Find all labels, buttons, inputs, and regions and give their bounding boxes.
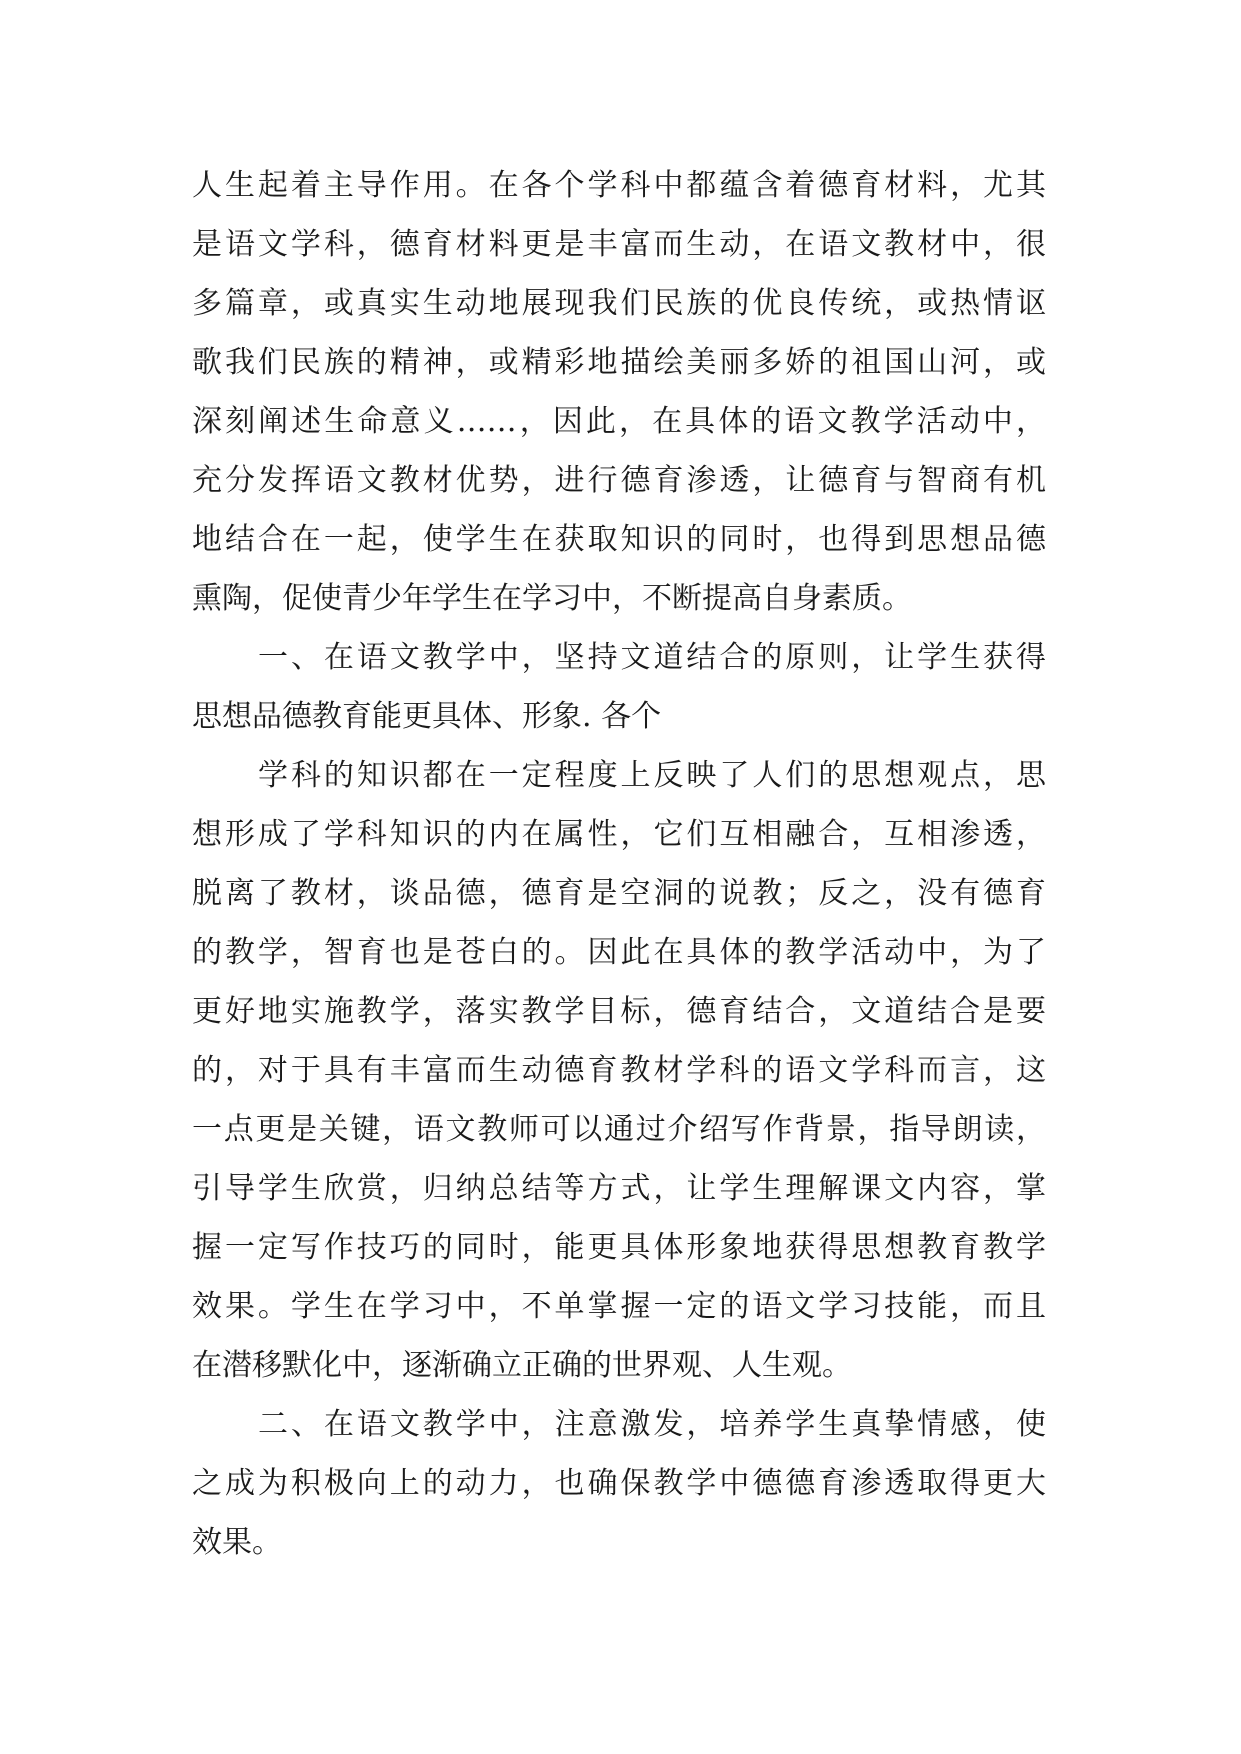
text-line: 一点更是关键，语文教师可以通过介绍写作背景，指导朗读， — [192, 1112, 1046, 1147]
text-line: 熏陶，促使青少年学生在学习中，不断提高自身素质。 — [192, 581, 912, 616]
text-line: 更好地实施教学，落实教学目标，德育结合，文道结合是要 — [192, 994, 1046, 1029]
document-page — [192, 156, 1046, 1572]
text-line: 地结合在一起，使学生在获取知识的同时，也得到思想品德 — [192, 522, 1046, 557]
text-line: 效果。 — [192, 1525, 282, 1560]
text-line: 效果。学生在学习中，不单掌握一定的语文学习技能，而且 — [192, 1289, 1046, 1324]
text-line: 想形成了学科知识的内在属性，它们互相融合，互相渗透， — [192, 817, 1046, 852]
text-line: 的教学，智育也是苍白的。因此在具体的教学活动中，为了 — [192, 935, 1046, 970]
text-line: 是语文学科，德育材料更是丰富而生动，在语文教材中，很 — [192, 227, 1046, 262]
body-text — [192, 156, 1046, 1572]
text-line: 学科的知识都在一定程度上反映了人们的思想观点，思 — [258, 758, 1046, 793]
text-line: 思想品德教育能更具体、形象. 各个 — [192, 699, 662, 734]
text-line: 多篇章，或真实生动地展现我们民族的优良传统，或热情讴 — [192, 286, 1046, 321]
text-line: 充分发挥语文教材优势，进行德育渗透，让德育与智商有机 — [192, 463, 1046, 498]
text-line: 引导学生欣赏，归纳总结等方式，让学生理解课文内容，掌 — [192, 1171, 1046, 1206]
text-line: 的，对于具有丰富而生动德育教材学科的语文学科而言，这 — [192, 1053, 1046, 1088]
text-line: 脱离了教材，谈品德，德育是空洞的说教；反之，没有德育 — [192, 876, 1046, 911]
text-line: 一、在语文教学中，坚持文道结合的原则，让学生获得 — [258, 640, 1046, 675]
text-line: 人生起着主导作用。在各个学科中都蕴含着德育材料，尤其 — [192, 168, 1046, 203]
text-line: 深刻阐述生命意义……，因此，在具体的语文教学活动中， — [192, 404, 1046, 439]
text-line: 歌我们民族的精神，或精彩地描绘美丽多娇的祖国山河，或 — [192, 345, 1046, 380]
text-line: 在潜移默化中，逐渐确立正确的世界观、人生观。 — [192, 1348, 852, 1383]
text-line: 二、在语文教学中，注意激发，培养学生真挚情感，使 — [258, 1407, 1046, 1442]
text-line: 之成为积极向上的动力，也确保教学中德德育渗透取得更大 — [192, 1466, 1046, 1501]
text-line: 握一定写作技巧的同时，能更具体形象地获得思想教育教学 — [192, 1230, 1046, 1265]
